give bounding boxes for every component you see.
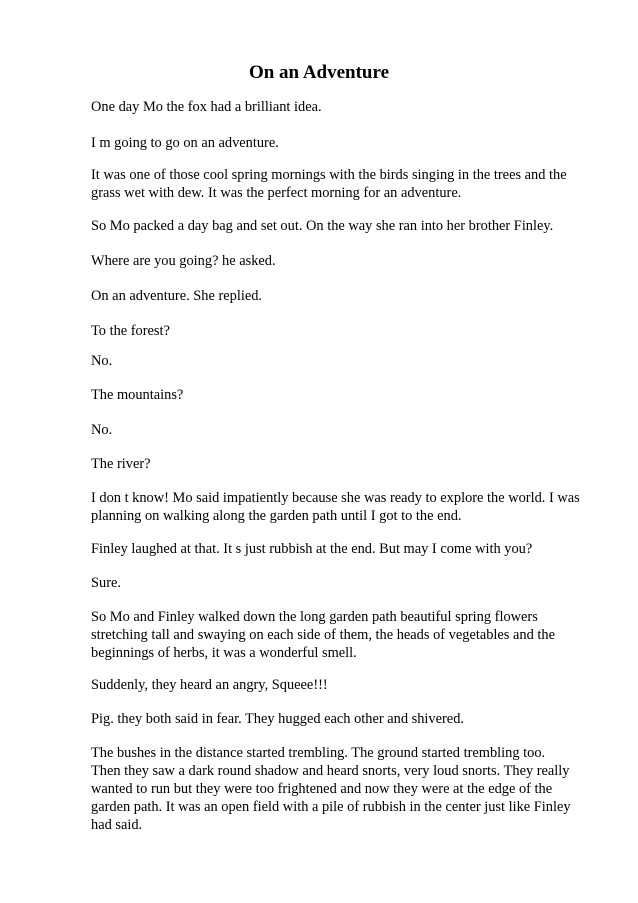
paragraph-line: Finley laughed at that. It s just rubbish at the end. But may I come with you?: [91, 541, 533, 557]
paragraph-line: To the forest?: [91, 323, 170, 339]
paragraph-line: Then they saw a dark round shadow and heard snorts, very loud snorts. They really: [91, 763, 570, 779]
paragraph: [91, 489, 601, 525]
paragraph-line: It was one of those cool spring mornings with the birds singing in the trees and the: [91, 167, 567, 183]
paragraph-line: The mountains?: [91, 387, 184, 403]
paragraph-line: planning on walking along the garden path until I got to the end.: [91, 508, 462, 524]
paragraph: [91, 744, 601, 834]
paragraph: [91, 386, 601, 404]
page-title: On an Adventure: [248, 62, 390, 83]
paragraph: [91, 421, 601, 439]
paragraph-line: I m going to go on an adventure.: [91, 135, 279, 151]
paragraph-line: Where are you going? he asked.: [91, 253, 276, 269]
paragraph-line: One day Mo the fox had a brilliant idea.: [91, 99, 322, 115]
paragraph: [91, 608, 601, 662]
paragraph-line: The bushes in the distance started trembling. The ground started trembling too.: [91, 745, 546, 761]
paragraph: [91, 710, 601, 728]
paragraph-line: Suddenly, they heard an angry, Squeee!!!: [91, 677, 328, 693]
paragraph-line: So Mo packed a day bag and set out. On the way she ran into her brother Finley.: [91, 218, 554, 234]
paragraph-line: grass wet with dew. It was the perfect morning for an adventure.: [91, 185, 462, 201]
paragraph: [91, 574, 601, 592]
paragraph: [91, 540, 601, 558]
paragraph-line: Pig. they both said in fear. They hugged each other and shivered.: [91, 711, 464, 727]
paragraph-line: So Mo and Finley walked down the long garden path beautiful spring flowers: [91, 609, 538, 625]
paragraph-line: The river?: [91, 456, 151, 472]
paragraph: [91, 134, 601, 152]
paragraph-line: I don t know! Mo said impatiently because she was ready to explore the world. I was: [91, 490, 580, 506]
paragraph-line: beginnings of herbs, it was a wonderful smell.: [91, 645, 357, 661]
paragraph: [91, 98, 601, 116]
paragraph: [91, 166, 601, 202]
paragraph: [91, 217, 601, 235]
paragraph-line: garden path. It was an open field with a pile of rubbish in the center just like Finley: [91, 799, 571, 815]
paragraph: [91, 676, 601, 694]
paragraph: [91, 252, 601, 270]
paragraph-line: wanted to run but they were too frightened and now they were at the edge of the: [91, 781, 553, 797]
paragraph: [91, 322, 601, 340]
paragraph: [91, 352, 601, 370]
paragraph-line: No.: [91, 353, 113, 369]
paragraph-line: Sure.: [91, 575, 121, 591]
paragraph-line: On an adventure. She replied.: [91, 288, 263, 304]
paragraph: [91, 287, 601, 305]
paragraph-line: No.: [91, 422, 113, 438]
paragraph-line: stretching tall and swaying on each side of them, the heads of vegetables and the: [91, 627, 555, 643]
paragraph: [91, 455, 601, 473]
paragraph-line: had said.: [91, 817, 143, 833]
